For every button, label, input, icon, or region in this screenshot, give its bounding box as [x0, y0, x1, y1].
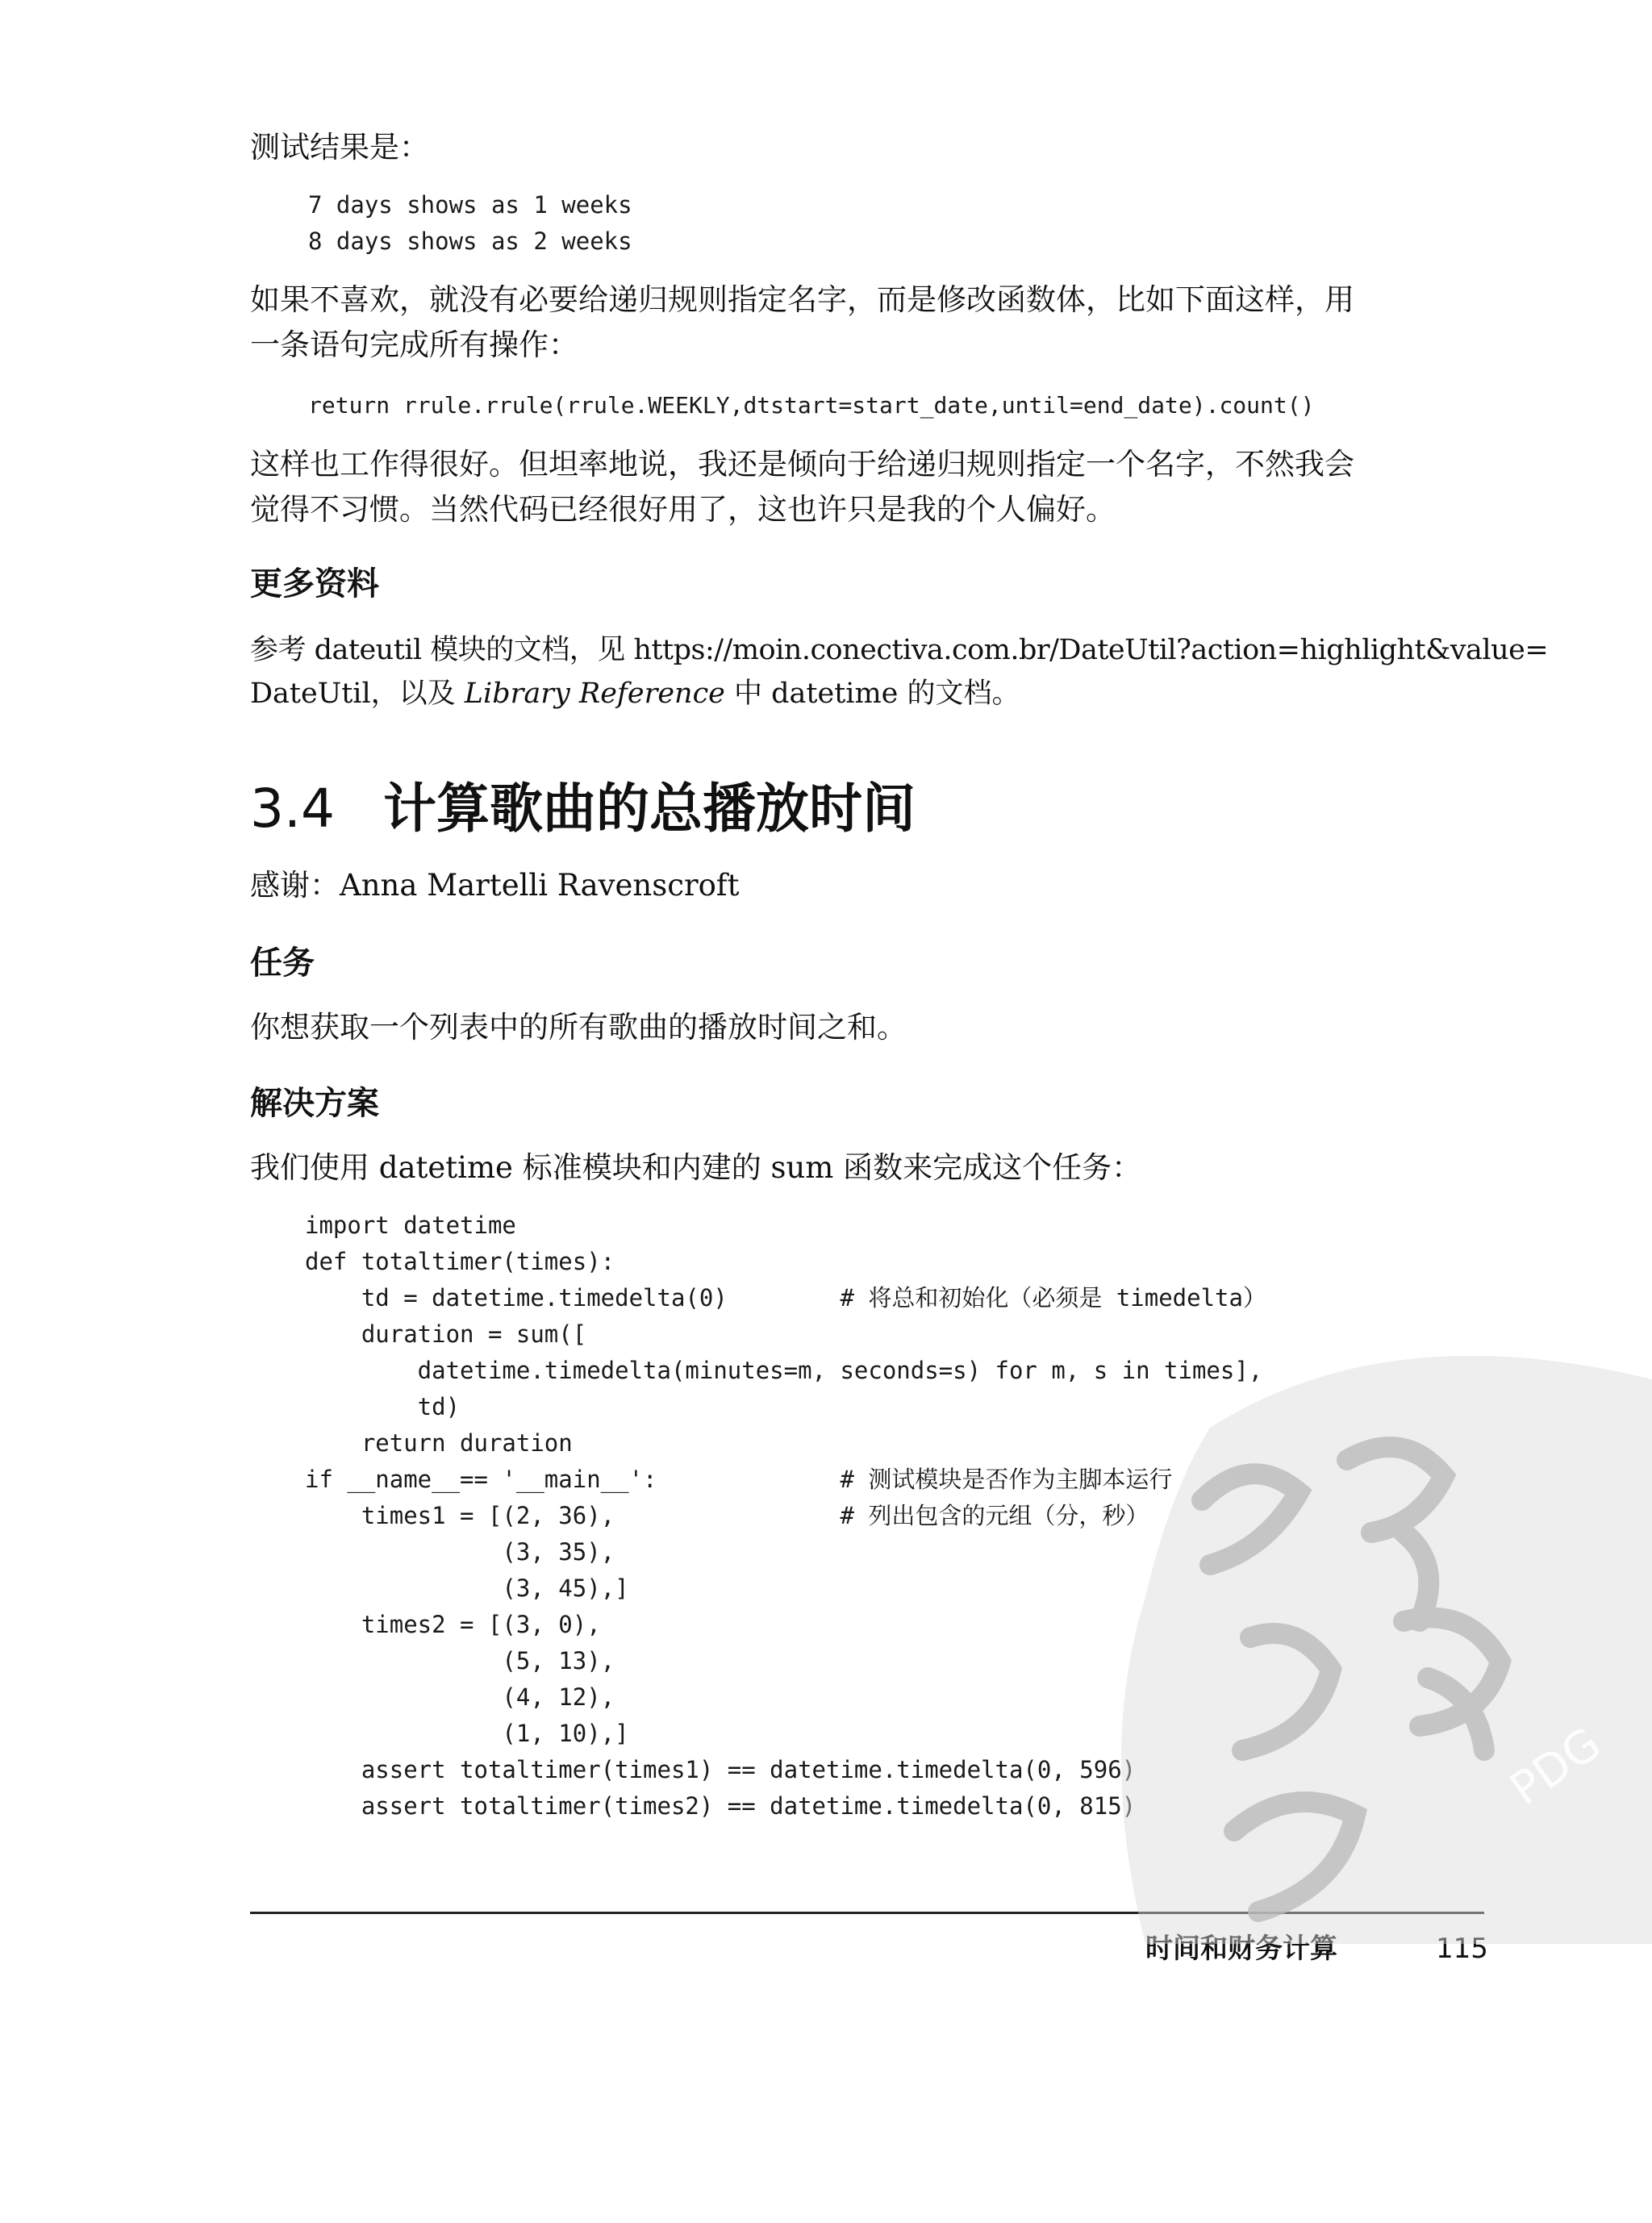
paragraph-preference-line1: 这样也工作得很好。但坦率地说，我还是倾向于给递归规则指定一个名字，不然我会 — [250, 447, 1354, 482]
credit-line: 感谢：Anna Martelli Ravenscroft — [250, 868, 740, 903]
more-info-line1: 参考 dateutil 模块的文档，见 https://moin.conectiva.com.br/DateUtil?action=highlight&value= — [250, 634, 1549, 666]
watermark-text: PDG — [1500, 1717, 1611, 1816]
solution-heading: 解决方案 — [250, 1085, 379, 1122]
solution-code-block: import datetime def totaltimer(times): td = datetime.timedelta(0) # 将总和初始化（必须是 timedelta） duration = sum([ datetime.timedelta(minutes=m, seconds=s) for m, s in times], td) return duration if __name__== '__main__': # 测试模块是否作为主脚本运行 times1 = [(2, 36), # 列出包含的元组（分，秒） (3, 35), (3, 45),] times2 = [(3, 0), (5, 13), (4, 12), (1, 10),] assert totaltimer(times1) == datetime.timedelta(0, 596) assert totaltimer(times2) == datetime.timedelta(0, 815) — [305, 1212, 1266, 1820]
watermark-seal — [1113, 1331, 1652, 1944]
library-reference-title: Library Reference — [464, 678, 725, 710]
more-info-line2-start: DateUtil，以及 — [250, 678, 465, 710]
more-info-line2-end: 中 datetime 的文档。 — [724, 678, 1020, 710]
task-text: 你想获取一个列表中的所有歌曲的播放时间之和。 — [250, 1010, 907, 1045]
footer-chapter: 时间和财务计算 — [1145, 1933, 1337, 1965]
solution-text: 我们使用 datetime 标准模块和内建的 sum 函数来完成这个任务： — [250, 1150, 1142, 1185]
results-code: 7 days shows as 1 weeks 8 days shows as 2 weeks — [308, 191, 632, 255]
section-title: 计算歌曲的总播放时间 — [383, 778, 916, 840]
paragraph-rename-line2: 一条语句完成所有操作： — [250, 327, 578, 362]
more-info-heading: 更多资料 — [250, 565, 379, 603]
paragraph-preference-line2: 觉得不习惯。当然代码已经很好用了，这也许只是我的个人偏好。 — [250, 492, 1116, 527]
paragraph-rename-line1: 如果不喜欢，就没有必要给递归规则指定名字，而是修改函数体，比如下面这样，用 — [250, 282, 1354, 317]
section-heading — [250, 773, 916, 845]
task-heading: 任务 — [250, 945, 315, 982]
more-info-line2 — [250, 671, 1484, 716]
results-intro: 测试结果是： — [250, 130, 429, 165]
section-number: 3.4 — [250, 778, 335, 840]
footer-page-number: 115 — [1436, 1933, 1488, 1965]
single-line-code: return rrule.rrule(rrule.WEEKLY,dtstart=start_date,until=end_date).count() — [308, 392, 1315, 419]
